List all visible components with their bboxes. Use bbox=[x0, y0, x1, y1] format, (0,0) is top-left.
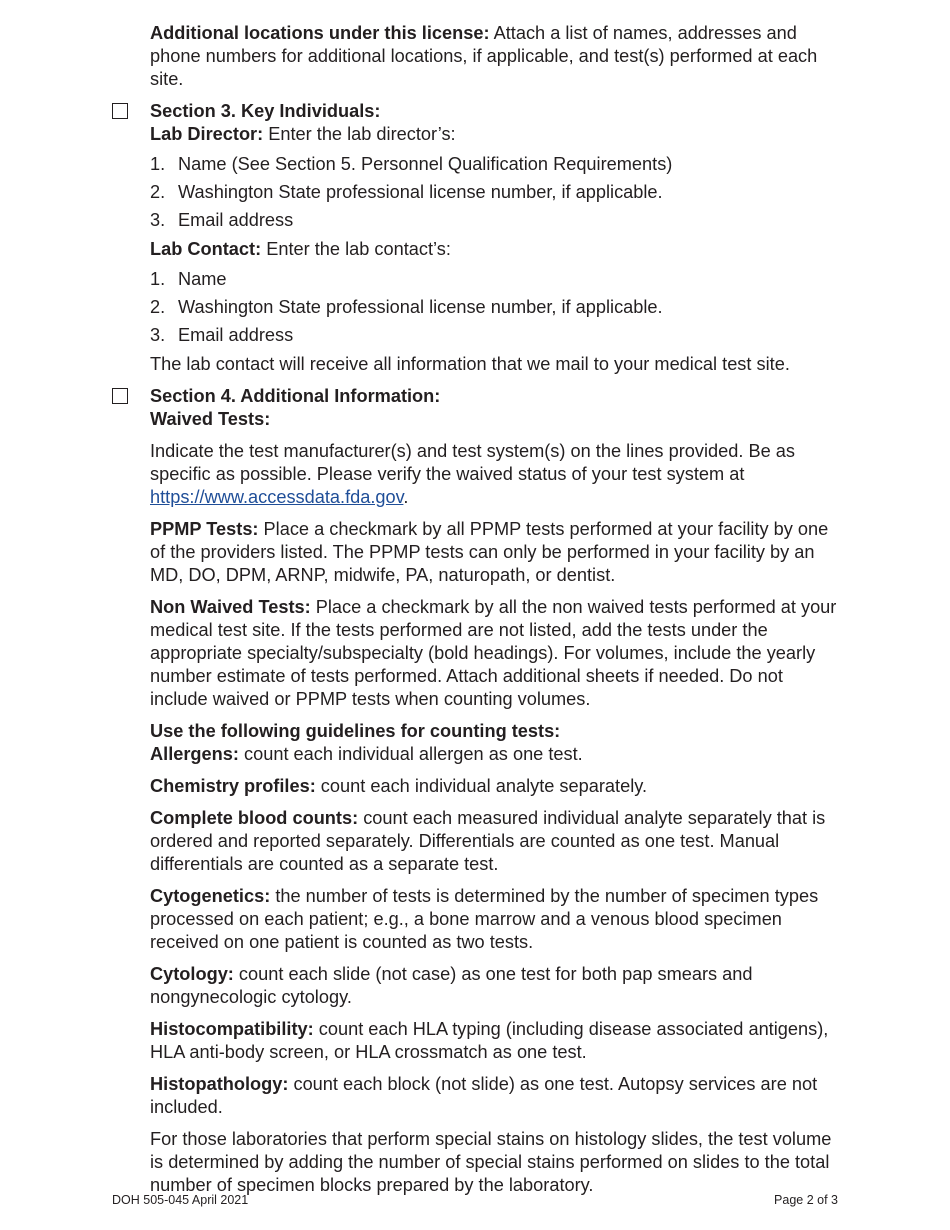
section-4 bbox=[150, 385, 840, 431]
list-item: 2. Washington State professional license number, if applicable. bbox=[150, 296, 663, 317]
lab-director-list bbox=[150, 150, 840, 234]
guideline-cytogenetics: Cytogenetics: the number of tests is determined by the number of specimen types processed on each patient; e.g., a bone marrow and a venous blood specimen received on one patient is counted as two tests. bbox=[150, 886, 819, 952]
section-3 bbox=[150, 100, 840, 146]
guideline-histopathology: Histopathology: count each block (not slide) as one test. Autopsy services are not included. bbox=[150, 1074, 818, 1117]
fda-link[interactable]: https://www.accessdata.fda.gov bbox=[150, 487, 404, 507]
guidelines-title: Use the following guidelines for counting tests: bbox=[150, 721, 561, 741]
guideline-chemistry-profiles: Chemistry profiles: count each individual analyte separately. bbox=[150, 776, 648, 796]
list-item: 3. Email address bbox=[150, 324, 294, 345]
guideline-cytology: Cytology: count each slide (not case) as one test for both pap smears and nongynecologic cytology. bbox=[150, 964, 753, 1007]
guideline-histocompatibility: Histocompatibility: count each HLA typing (including disease associated antigens), HLA anti-body screen, or HLA crossmatch as one test. bbox=[150, 1019, 829, 1062]
section-3-checkbox[interactable] bbox=[112, 103, 128, 119]
lab-director-label: Lab Director: bbox=[150, 124, 264, 144]
guideline-complete-blood-counts: Complete blood counts: count each measured individual analyte separately that is ordered and reported separately. Differentials are counted as one test. Manual differentials are counted as a separate test. bbox=[150, 808, 826, 874]
special-stains-paragraph: For those laboratories that perform special stains on histology slides, the test volume is determined by adding the number of special stains performed on slides to the total number of specimen blocks prepared by the laboratory. bbox=[150, 1129, 832, 1195]
additional-locations-paragraph bbox=[150, 22, 840, 91]
page-content bbox=[150, 22, 840, 1197]
ppmp-label: PPMP Tests: bbox=[150, 519, 259, 539]
lab-contact-note: The lab contact will receive all information that we mail to your medical test site. bbox=[150, 354, 790, 374]
non-waived-label: Non Waived Tests: bbox=[150, 597, 311, 617]
lab-director-intro: Lab Director: Enter the lab director’s: bbox=[150, 124, 456, 144]
lab-contact-list bbox=[150, 265, 840, 349]
footer-form-number: DOH 505-045 April 2021 bbox=[112, 1193, 249, 1207]
section-4-title: Section 4. Additional Information: bbox=[150, 386, 441, 406]
additional-locations-text: Attach a list of names, addresses and phone numbers for additional locations, if applicable, and test(s) performed at each site. bbox=[150, 23, 818, 89]
section-4-checkbox[interactable] bbox=[112, 388, 128, 404]
section-3-title: Section 3. Key Individuals: bbox=[150, 101, 381, 121]
waived-tests-paragraph: Indicate the test manufacturer(s) and test system(s) on the lines provided. Be as specific as possible. Please verify the waived status of your test system at https://www.accessdata.fda.gov. bbox=[150, 441, 795, 507]
ppmp-tests-paragraph: PPMP Tests: Place a checkmark by all PPMP tests performed at your facility by one of the providers listed. The PPMP tests can only be performed in your facility by an MD, DO, DPM, ARNP, midwife, PA, naturopath, or dentist. bbox=[150, 519, 829, 585]
footer-page-number: Page 2 of 3 bbox=[774, 1193, 838, 1207]
additional-locations-label: Additional locations under this license: bbox=[150, 23, 490, 43]
list-item: 3. Email address bbox=[150, 209, 294, 230]
list-item: 2. Washington State professional license number, if applicable. bbox=[150, 181, 663, 202]
guideline-allergens: Allergens: count each individual allergen as one test. bbox=[150, 744, 583, 764]
waived-tests-title: Waived Tests: bbox=[150, 409, 271, 429]
list-item: 1. Name (See Section 5. Personnel Qualification Requirements) bbox=[150, 153, 673, 174]
lab-contact-intro: Lab Contact: Enter the lab contact’s: bbox=[150, 239, 451, 259]
list-item: 1. Name bbox=[150, 268, 227, 289]
lab-contact-label: Lab Contact: bbox=[150, 239, 262, 259]
non-waived-tests-paragraph: Non Waived Tests: Place a checkmark by all the non waived tests performed at your medical test site. If the tests performed are not listed, add the tests under the appropriate specialty/subspecialty (bold headings). For volumes, include the yearly number estimate of tests performed. Attach additional sheets if needed. Do not include waived or PPMP tests when counting volumes. bbox=[150, 597, 837, 709]
